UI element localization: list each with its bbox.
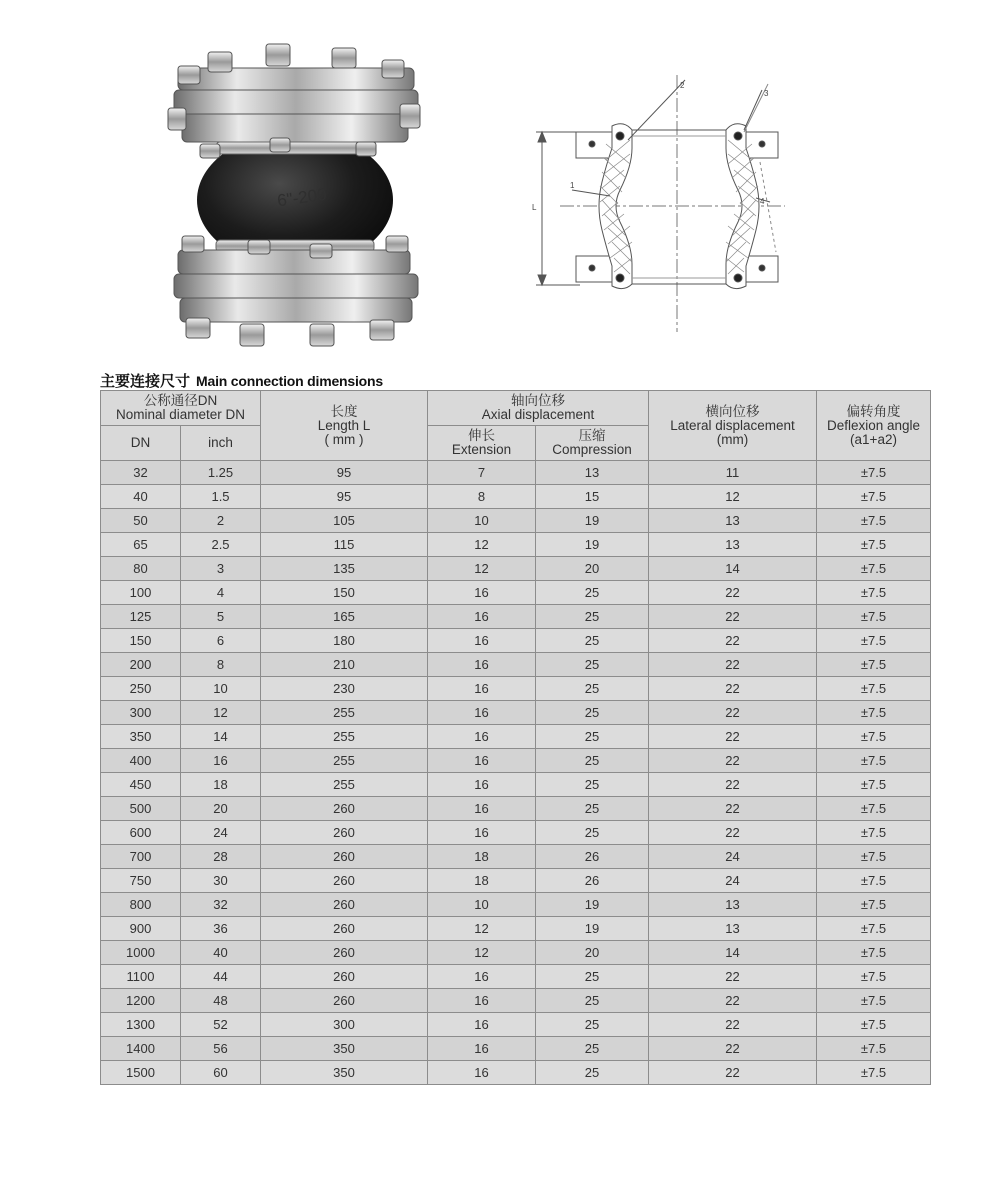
cell-length: 260 [261, 869, 428, 893]
cell-deflexion: ±7.5 [817, 557, 931, 581]
section-heading [100, 370, 383, 391]
cell-dn: 65 [101, 533, 181, 557]
cell-extension: 8 [428, 485, 536, 509]
label-2: 2 [680, 81, 685, 90]
table-row [101, 893, 931, 917]
cell-compression: 25 [536, 725, 649, 749]
cell-compression: 19 [536, 533, 649, 557]
cell-inch: 44 [181, 965, 261, 989]
cell-extension: 7 [428, 461, 536, 485]
table-row [101, 605, 931, 629]
cell-extension: 12 [428, 917, 536, 941]
cell-compression: 25 [536, 653, 649, 677]
cell-lateral: 22 [649, 605, 817, 629]
table-row [101, 989, 931, 1013]
cell-extension: 16 [428, 749, 536, 773]
cell-inch: 20 [181, 797, 261, 821]
cell-compression: 25 [536, 821, 649, 845]
cell-deflexion: ±7.5 [817, 701, 931, 725]
cell-inch: 16 [181, 749, 261, 773]
cell-dn: 125 [101, 605, 181, 629]
cell-inch: 32 [181, 893, 261, 917]
cell-extension: 10 [428, 893, 536, 917]
cell-length: 165 [261, 605, 428, 629]
cell-compression: 25 [536, 749, 649, 773]
cell-inch: 5 [181, 605, 261, 629]
table-row [101, 797, 931, 821]
cell-compression: 25 [536, 1013, 649, 1037]
table-row [101, 917, 931, 941]
cell-lateral: 22 [649, 1037, 817, 1061]
table-row [101, 1037, 931, 1061]
cell-deflexion: ±7.5 [817, 773, 931, 797]
cell-deflexion: ±7.5 [817, 1061, 931, 1085]
cell-dn: 80 [101, 557, 181, 581]
table-row [101, 581, 931, 605]
cross-section-drawing [520, 70, 810, 340]
cell-deflexion: ±7.5 [817, 605, 931, 629]
cell-extension: 16 [428, 773, 536, 797]
label-3: 3 [764, 89, 769, 98]
cell-dn: 500 [101, 797, 181, 821]
cell-lateral: 22 [649, 797, 817, 821]
table-row [101, 701, 931, 725]
cell-extension: 16 [428, 581, 536, 605]
table-row [101, 533, 931, 557]
cell-extension: 16 [428, 1061, 536, 1085]
header-nominal-diameter: 公称通径DN Nominal diameter DN [101, 391, 261, 426]
cell-lateral: 24 [649, 845, 817, 869]
cell-extension: 16 [428, 629, 536, 653]
cell-lateral: 22 [649, 701, 817, 725]
cell-compression: 25 [536, 701, 649, 725]
cell-length: 255 [261, 773, 428, 797]
cell-inch: 10 [181, 677, 261, 701]
cell-deflexion: ±7.5 [817, 965, 931, 989]
cell-length: 260 [261, 917, 428, 941]
cell-inch: 1.5 [181, 485, 261, 509]
product-photo [160, 40, 430, 350]
cell-dn: 1200 [101, 989, 181, 1013]
cell-dn: 750 [101, 869, 181, 893]
cell-extension: 16 [428, 821, 536, 845]
cell-deflexion: ±7.5 [817, 461, 931, 485]
bottom-flange [174, 240, 418, 322]
cell-dn: 1100 [101, 965, 181, 989]
cell-extension: 10 [428, 509, 536, 533]
heading-zh: 主要连接尺寸 [100, 372, 191, 390]
table-row [101, 509, 931, 533]
cell-dn: 32 [101, 461, 181, 485]
cell-length: 230 [261, 677, 428, 701]
cell-extension: 12 [428, 941, 536, 965]
cell-extension: 16 [428, 989, 536, 1013]
cell-length: 95 [261, 461, 428, 485]
cell-dn: 800 [101, 893, 181, 917]
cell-inch: 12 [181, 701, 261, 725]
cell-dn: 150 [101, 629, 181, 653]
cell-inch: 1.25 [181, 461, 261, 485]
cell-compression: 26 [536, 869, 649, 893]
cell-deflexion: ±7.5 [817, 749, 931, 773]
cell-length: 105 [261, 509, 428, 533]
cell-deflexion: ±7.5 [817, 1037, 931, 1061]
dimensions-table [100, 390, 931, 1085]
cell-compression: 25 [536, 989, 649, 1013]
label-4: 4 [760, 197, 765, 206]
cell-lateral: 14 [649, 557, 817, 581]
table-row [101, 1061, 931, 1085]
cell-dn: 1000 [101, 941, 181, 965]
cell-compression: 25 [536, 629, 649, 653]
cell-dn: 450 [101, 773, 181, 797]
cell-extension: 18 [428, 845, 536, 869]
header-extension: 伸长 Extension [428, 426, 536, 461]
cell-inch: 40 [181, 941, 261, 965]
cell-inch: 6 [181, 629, 261, 653]
bellows-marking: 6"-200 [276, 184, 328, 211]
header-axial-displacement: 轴向位移 Axial displacement [428, 391, 649, 426]
cell-compression: 19 [536, 917, 649, 941]
cell-lateral: 22 [649, 1061, 817, 1085]
cell-compression: 19 [536, 509, 649, 533]
cell-deflexion: ±7.5 [817, 725, 931, 749]
cell-dn: 700 [101, 845, 181, 869]
cell-dn: 100 [101, 581, 181, 605]
cell-compression: 20 [536, 941, 649, 965]
cell-inch: 14 [181, 725, 261, 749]
cell-lateral: 13 [649, 917, 817, 941]
cell-lateral: 12 [649, 485, 817, 509]
top-flange [174, 68, 418, 154]
cell-length: 255 [261, 749, 428, 773]
cell-dn: 200 [101, 653, 181, 677]
cell-inch: 60 [181, 1061, 261, 1085]
header-inch: inch [181, 426, 261, 461]
cell-lateral: 22 [649, 1013, 817, 1037]
cell-lateral: 22 [649, 773, 817, 797]
cell-length: 260 [261, 989, 428, 1013]
cell-lateral: 22 [649, 989, 817, 1013]
cell-length: 255 [261, 725, 428, 749]
cell-extension: 16 [428, 797, 536, 821]
cell-length: 350 [261, 1037, 428, 1061]
cell-extension: 12 [428, 557, 536, 581]
cell-lateral: 22 [649, 581, 817, 605]
cell-compression: 25 [536, 1061, 649, 1085]
cell-deflexion: ±7.5 [817, 653, 931, 677]
label-L: L [532, 203, 537, 212]
cell-lateral: 13 [649, 509, 817, 533]
cell-compression: 13 [536, 461, 649, 485]
cell-compression: 19 [536, 893, 649, 917]
cell-inch: 24 [181, 821, 261, 845]
cell-deflexion: ±7.5 [817, 629, 931, 653]
cell-extension: 18 [428, 869, 536, 893]
table-row [101, 461, 931, 485]
cell-extension: 12 [428, 533, 536, 557]
cell-extension: 16 [428, 1037, 536, 1061]
cell-inch: 4 [181, 581, 261, 605]
cell-deflexion: ±7.5 [817, 509, 931, 533]
header-deflexion-angle: 偏转角度 Deflexion angle (a1+a2) [817, 391, 931, 461]
cell-inch: 56 [181, 1037, 261, 1061]
cell-inch: 8 [181, 653, 261, 677]
cell-inch: 2.5 [181, 533, 261, 557]
cell-compression: 15 [536, 485, 649, 509]
cell-length: 255 [261, 701, 428, 725]
cell-length: 350 [261, 1061, 428, 1085]
cell-extension: 16 [428, 653, 536, 677]
cell-extension: 16 [428, 965, 536, 989]
cell-dn: 1500 [101, 1061, 181, 1085]
cell-inch: 48 [181, 989, 261, 1013]
cell-lateral: 13 [649, 533, 817, 557]
cell-dn: 300 [101, 701, 181, 725]
cell-length: 260 [261, 893, 428, 917]
cell-lateral: 24 [649, 869, 817, 893]
heading-en: Main connection dimensions [196, 373, 383, 389]
cell-compression: 25 [536, 965, 649, 989]
cell-inch: 52 [181, 1013, 261, 1037]
table-row [101, 845, 931, 869]
header-compression: 压缩 Compression [536, 426, 649, 461]
cell-deflexion: ±7.5 [817, 581, 931, 605]
cell-inch: 36 [181, 917, 261, 941]
header-length: 长度 Length L ( mm ) [261, 391, 428, 461]
cell-deflexion: ±7.5 [817, 989, 931, 1013]
cell-extension: 16 [428, 725, 536, 749]
cell-inch: 2 [181, 509, 261, 533]
cell-lateral: 22 [649, 725, 817, 749]
cell-length: 260 [261, 797, 428, 821]
cell-inch: 30 [181, 869, 261, 893]
cell-lateral: 22 [649, 965, 817, 989]
cell-lateral: 11 [649, 461, 817, 485]
table-row [101, 485, 931, 509]
cell-deflexion: ±7.5 [817, 941, 931, 965]
cell-compression: 25 [536, 797, 649, 821]
cell-lateral: 22 [649, 749, 817, 773]
cell-dn: 1300 [101, 1013, 181, 1037]
cell-inch: 28 [181, 845, 261, 869]
cell-lateral: 14 [649, 941, 817, 965]
cell-extension: 16 [428, 605, 536, 629]
cell-extension: 16 [428, 677, 536, 701]
cell-deflexion: ±7.5 [817, 917, 931, 941]
cell-length: 300 [261, 1013, 428, 1037]
cell-compression: 25 [536, 581, 649, 605]
header-lateral-displacement: 横向位移 Lateral displacement (mm) [649, 391, 817, 461]
table-row [101, 557, 931, 581]
cell-inch: 18 [181, 773, 261, 797]
table-row [101, 869, 931, 893]
cell-deflexion: ±7.5 [817, 677, 931, 701]
table-row [101, 1013, 931, 1037]
table-row [101, 821, 931, 845]
cell-length: 95 [261, 485, 428, 509]
cell-deflexion: ±7.5 [817, 845, 931, 869]
cell-length: 260 [261, 821, 428, 845]
cell-dn: 40 [101, 485, 181, 509]
cell-lateral: 22 [649, 629, 817, 653]
table-row [101, 629, 931, 653]
cell-compression: 26 [536, 845, 649, 869]
table-row [101, 725, 931, 749]
table-row [101, 653, 931, 677]
cell-lateral: 22 [649, 677, 817, 701]
cell-inch: 3 [181, 557, 261, 581]
label-1: 1 [570, 181, 575, 190]
cell-compression: 25 [536, 773, 649, 797]
cell-lateral: 13 [649, 893, 817, 917]
cell-length: 260 [261, 965, 428, 989]
table-row [101, 773, 931, 797]
cell-lateral: 22 [649, 821, 817, 845]
cell-deflexion: ±7.5 [817, 533, 931, 557]
table-row [101, 965, 931, 989]
cell-dn: 600 [101, 821, 181, 845]
cell-deflexion: ±7.5 [817, 869, 931, 893]
cell-length: 260 [261, 941, 428, 965]
cell-dn: 400 [101, 749, 181, 773]
cell-length: 150 [261, 581, 428, 605]
cell-length: 135 [261, 557, 428, 581]
cell-extension: 16 [428, 701, 536, 725]
cell-deflexion: ±7.5 [817, 485, 931, 509]
cell-compression: 25 [536, 605, 649, 629]
cell-deflexion: ±7.5 [817, 797, 931, 821]
header-dn: DN [101, 426, 181, 461]
table-row [101, 677, 931, 701]
table-body [101, 461, 931, 1085]
cell-dn: 900 [101, 917, 181, 941]
cell-lateral: 22 [649, 653, 817, 677]
table-row [101, 941, 931, 965]
cell-deflexion: ±7.5 [817, 893, 931, 917]
cell-dn: 250 [101, 677, 181, 701]
cell-extension: 16 [428, 1013, 536, 1037]
cell-length: 115 [261, 533, 428, 557]
cell-dn: 50 [101, 509, 181, 533]
cell-compression: 25 [536, 677, 649, 701]
cell-length: 260 [261, 845, 428, 869]
cell-dn: 350 [101, 725, 181, 749]
cell-compression: 20 [536, 557, 649, 581]
cell-length: 180 [261, 629, 428, 653]
cell-compression: 25 [536, 1037, 649, 1061]
cell-deflexion: ±7.5 [817, 821, 931, 845]
cell-deflexion: ±7.5 [817, 1013, 931, 1037]
table-row [101, 749, 931, 773]
cell-length: 210 [261, 653, 428, 677]
cell-dn: 1400 [101, 1037, 181, 1061]
